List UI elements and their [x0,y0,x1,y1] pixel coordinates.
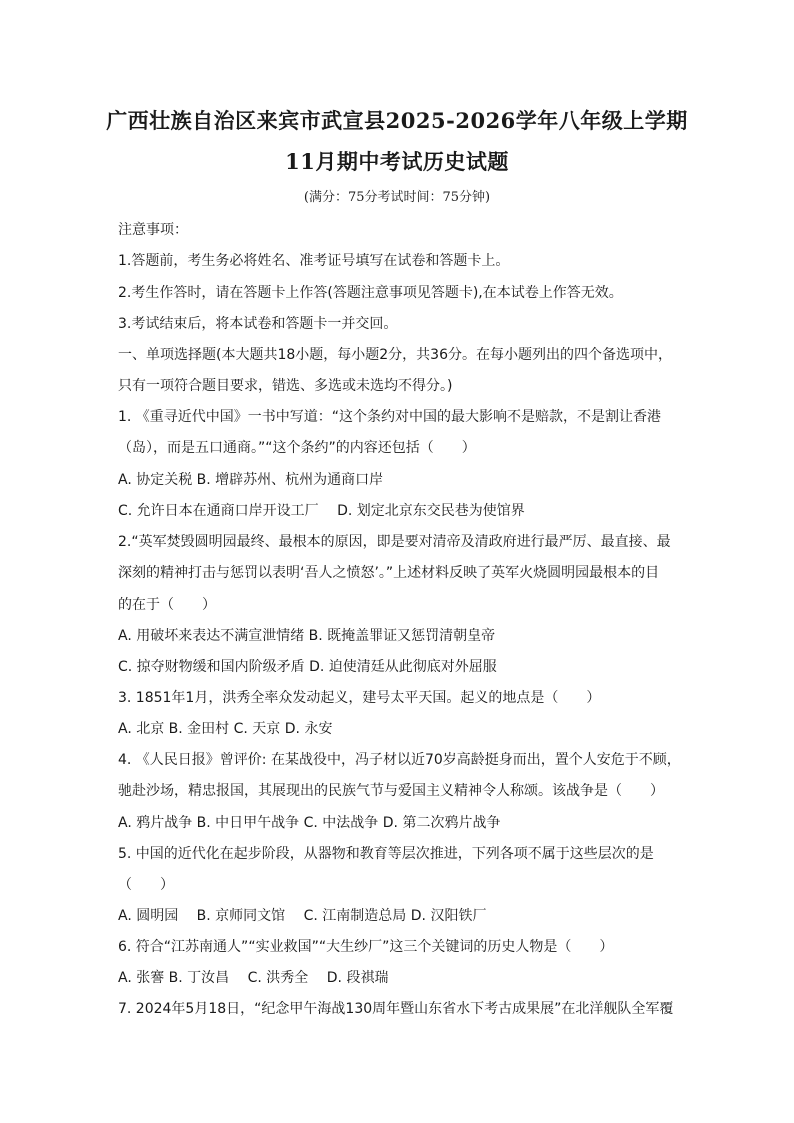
question-6-options: A. 张謇 B. 丁汝昌 C. 洪秀全 D. 段祺瑞 [118,970,389,986]
question-5-stem-cont: （ ） [118,877,174,893]
question-2-stem-cont: 深刻的精神打击与惩罚以表明‘吾人之愤怒’。”上述材料反映了英军火烧圆明园最根本的目 [118,565,660,581]
question-2-stem: 2.“英军焚毁圆明园最终、最根本的原因，即是要对清帝及清政府进行最严厉、最直接、最 [118,534,671,550]
question-5-options: A. 圆明园 B. 京师同文馆 C. 江南制造总局 D. 汉阳铁厂 [118,908,487,924]
question-1-options-ab: A. 协定关税 B. 增辟苏州、杭州为通商口岸 [118,472,384,488]
question-4-options: A. 鸦片战争 B. 中日甲午战争 C. 中法战争 D. 第二次鸦片战争 [118,815,501,831]
exam-score-time-info: (满分：75分考试时间：75分钟) [303,190,491,205]
question-5-stem: 5. 中国的近代化在起步阶段，从器物和教育等层次推进，下列各项不属于这些层次的是 [118,846,654,862]
note-item-2: 2.考生作答时，请在答题卡上作答(答题注意事项见答题卡),在本试卷上作答无效。 [118,285,623,301]
question-2-options-cd: C. 掠夺财物缓和国内阶级矛盾 D. 迫使清廷从此彻底对外屈服 [118,659,497,675]
question-6-stem: 6. 符合“江苏南通人”“实业救国”“大生纱厂”这三个关键词的历史人物是（ ） [118,939,614,955]
question-1-stem-cont: （岛），而是五口通商。”“这个条约”的内容还包括（ ） [118,440,476,456]
question-2-stem-end: 的在于（ ） [118,597,216,613]
question-1-options-cd: C. 允许日本在通商口岸开设工厂 D. 划定北京东交民巷为使馆界 [118,503,525,519]
question-2-options-ab: A. 用破坏来表达不满宣泄情绪 B. 既掩盖罪证又惩罚清朝皇帝 [118,628,496,644]
section-heading-cont: 只有一项符合题目要求，错选、多选或未选均不得分。) [118,378,453,394]
notes-heading: 注意事项： [118,222,188,238]
exam-title-line1: 广西壮族自治区来宾市武宣县2025-2026学年八年级上学期 [106,108,688,133]
question-7-stem: 7. 2024年5月18日，“纪念甲午海战130周年暨山东省水下考古成果展”在北洋舰队全军覆 [118,1001,674,1017]
note-item-3: 3.考试结束后，将本试卷和答题卡一并交回。 [118,316,398,332]
note-item-1: 1.答题前，考生务必将姓名、准考证号填写在试卷和答题卡上。 [118,253,510,269]
question-3-options: A. 北京 B. 金田村 C. 天京 D. 永安 [118,721,333,737]
exam-title-line2: 11月期中考试历史试题 [285,149,509,174]
question-3-stem: 3. 1851年1月，洪秀全率众发动起义，建号太平天国。起义的地点是（ ） [118,690,601,706]
question-4-stem: 4. 《人民日报》曾评价: 在某战役中，冯子材以近70岁高龄挺身而出，置个人安危于不顾， [118,752,681,768]
question-4-stem-cont: 驰赴沙场，精忠报国，其展现出的民族气节与爱国主义精神令人称颂。该战争是（ ） [118,783,664,799]
section-heading: 一、单项选择题(本大题共18小题，每小题2分，共36分。在每小题列出的四个备选项中， [118,347,672,363]
question-1-stem: 1. 《重寻近代中国》一书中写道：“这个条约对中国的最大影响不是赔款，不是割让香港 [118,409,662,425]
